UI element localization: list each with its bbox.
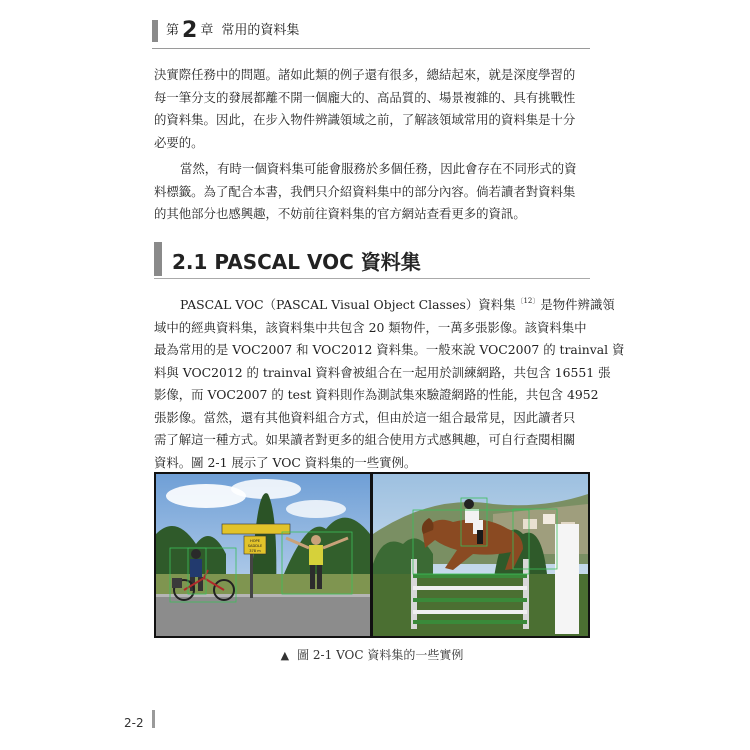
photo-horse-jump-scene <box>373 474 588 636</box>
paragraph-line: 決實際任務中的問題。諸如此類的例子還有很多，總結起來，就是深度學習的 <box>154 67 576 82</box>
section-heading-bar <box>154 242 162 276</box>
paragraph-line: 張影像。當然，還有其他資料組合方式，但由於這一組合最常見，因此讀者只 <box>154 409 576 425</box>
paragraph-2 <box>154 158 590 226</box>
footer-bar <box>152 710 155 728</box>
chapter-header-rule <box>152 48 590 49</box>
paragraph-line: 的其他部分也感興趣，不妨前往資料集的官方網站查看更多的資訊。 <box>154 206 526 221</box>
section-heading <box>154 240 590 280</box>
paragraph-line <box>154 290 615 317</box>
paragraph-line: 必要的。 <box>154 134 204 150</box>
caption-marker: ▲ <box>280 649 290 662</box>
chapter-title: 常用的資料集 <box>221 23 300 38</box>
paragraph-line: 需了解這一種方式。如果讀者對更多的組合使用方式感興趣，可自行查閱相關 <box>154 432 576 447</box>
section-title: 2.1 PASCAL VOC 資料集 <box>172 250 421 274</box>
paragraph-text: PASCAL VOC（PASCAL Visual Object Classes）資料集 <box>180 297 516 312</box>
chapter-prefix: 第 <box>166 23 180 38</box>
chapter-number: 2 <box>182 18 198 43</box>
paragraph-line: 域中的經典資料集，該資料集中共包含 20 類物件，一萬多張影像。該資料集中 <box>154 319 587 335</box>
paragraph-3 <box>154 290 625 474</box>
paragraph-line: 當然，有時一個資料集可能會服務於多個任務，因此會存在不同形式的資 <box>180 161 577 176</box>
chapter-suffix: 章 <box>200 23 214 38</box>
sign-text-line: HOPE <box>250 539 260 543</box>
figure-caption <box>154 646 590 663</box>
figure-2-1 <box>154 472 590 638</box>
sign-text-line: 378 m <box>249 549 261 553</box>
paragraph-line: 的資料集。因此，在步入物件辨識領域之前，了解該領域常用的資料集是十分 <box>154 112 576 127</box>
page-number: 2-2 <box>124 716 144 730</box>
section-heading-rule <box>154 278 590 279</box>
caption-text: 圖 2-1 VOC 資料集的一些實例 <box>297 648 464 662</box>
horse-jump-illustration <box>373 474 588 636</box>
paragraph-line: 料標籤。為了配合本書，我們只介紹資料集中的部分內容。倘若讀者對資料集 <box>154 183 576 199</box>
paragraph-line: 每一筆分支的發展都離不開一個龐大的、高品質的、場景複雜的、具有挑戰性 <box>154 89 576 105</box>
chapter-header <box>152 14 590 46</box>
photo-cyclist-scene <box>156 474 370 636</box>
paragraph-line: 料與 VOC2012 的 trainval 資料會被組合在一起用於訓練網路，共包含 16551 張 <box>154 364 611 380</box>
chapter-header-bar <box>152 20 158 42</box>
cyclist-scene-illustration <box>156 474 370 636</box>
chapter-header-text <box>166 18 299 43</box>
page-footer <box>124 712 144 731</box>
paragraph-line: 影像，而 VOC2007 的 test 資料則作為測試集來驗證網路的性能，共包含 4952 <box>154 387 599 402</box>
paragraph-text: 是物件辨識領 <box>540 297 615 312</box>
citation-ref: 〔12〕 <box>516 297 540 305</box>
sign-text-line: SADDLE <box>247 544 263 548</box>
paragraph-line: 最為常用的是 VOC2007 和 VOC2012 資料集。一般來說 VOC2007 的 trainval 資 <box>154 342 625 357</box>
paragraph-line: 資料。圖 2-1 展示了 VOC 資料集的一些實例。 <box>154 454 417 470</box>
paragraph-1 <box>154 64 590 154</box>
